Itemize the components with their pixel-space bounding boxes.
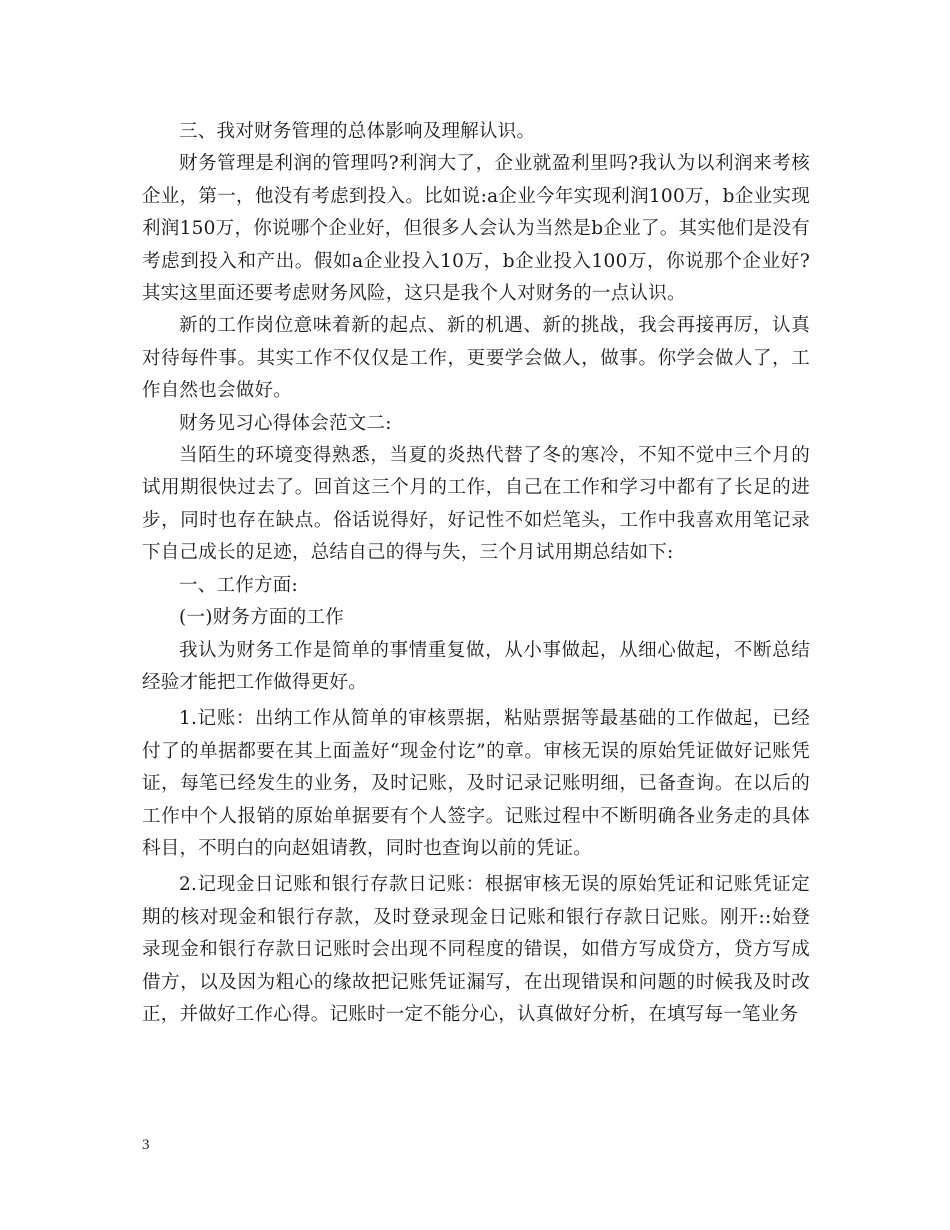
page-number: 3	[142, 1137, 150, 1153]
document-body	[142, 116, 810, 1031]
heading-finance-work: (一)财务方面的工作	[179, 607, 344, 629]
paragraph-new-position: 新的工作岗位意味着新的起点、新的机遇、新的挑战，我会再接再厉，认真对待每件事。其实工作不仅仅是工作，更要学会做人，做事。你学会做人了，工作自然也会做好。	[142, 315, 810, 402]
section-heading-three: 三、我对财务管理的总体影响及理解认识。	[179, 121, 536, 142]
paragraph-finance-philosophy: 我认为财务工作是简单的事情重复做，从小事做起，从细心做起，不断总结经验才能把工作做得更好。	[142, 639, 810, 693]
paragraph-cash-journal: 2.记现金日记账和银行存款日记账：根据审核无误的原始凭证和记账凭证定期的核对现金和银行存款，及时登录现金日记账和银行存款日记账。刚开::始登录现金和银行存款日记账时会出现不同程度的错误，如借方写成贷方，贷方写成借方，以及因为粗心的缘故把记账凭证漏写，在出现错误和问题的时候我及时改正，并做好工作心得。记账时一定不能分心，认真做好分析，在填写每一笔业务	[142, 874, 810, 1025]
heading-sample-two: 财务见习心得体会范文二:	[179, 412, 392, 434]
paragraph-profit-management: 财务管理是利润的管理吗?利润大了，企业就盈利里吗?我认为以利润来考核企业，第一，他没有考虑到投入。比如说:a企业今年实现利润100万，b企业实现利润150万，你说哪个企业好，但很多人会认为当然是b企业了。其实他们是没有考虑到投入和产出。假如a企业投入10万，b企业投入100万，你说那个企业好?其实这里面还要考虑财务风险，这只是我个人对财务的一点认识。	[142, 153, 810, 305]
paragraph-probation-intro: 当陌生的环境变得熟悉，当夏的炎热代替了冬的寒冷，不知不觉中三个月的试用期很快过去了。回首这三个月的工作，自己在工作和学习中都有了长足的进步，同时也存在缺点。俗话说得好，好记性不如烂笔头，工作中我喜欢用笔记录下自己成长的足迹，总结自己的得与失，三个月试用期总结如下:	[142, 445, 810, 564]
paragraph-bookkeeping: 1.记账：出纳工作从简单的审核票据，粘贴票据等最基础的工作做起，已经付了的单据都要在其上面盖好“现金付讫”的章。审核无误的原始凭证做好记账凭证，每笔已经发生的业务，及时记账，及时记录记账明细，已备查询。在以后的工作中个人报销的原始单据要有个人签字。记账过程中不断明确各业务走的具体科目，不明白的向赵姐请教，同时也查询以前的凭证。	[142, 708, 810, 859]
heading-work-aspect: 一、工作方面:	[179, 574, 298, 596]
